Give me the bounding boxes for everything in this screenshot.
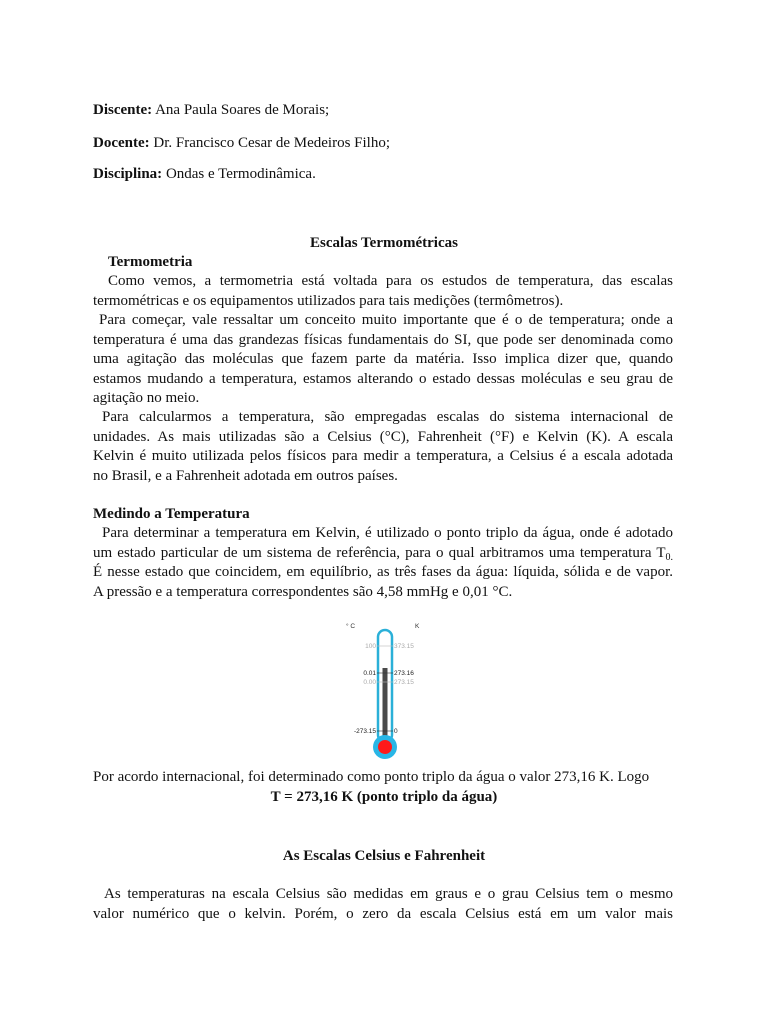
paragraph-line: As temperaturas na escala Celsius são medidas em graus e o grau Celsius tem o mesmo [104, 886, 673, 902]
paragraph-line: no Brasil, e a Fahrenheit adotada em outros países. [93, 467, 398, 484]
paragraph-line: estamos mudando a temperatura, estamos alterando o estado dessas moléculas e seu grau de [93, 370, 673, 387]
paragraph-line: A pressão e a temperatura correspondentes são 4,58 mmHg e 0,01 °C. [93, 583, 513, 600]
discente-line [93, 101, 329, 120]
kelvin-tick-label: 373.15 [394, 643, 414, 650]
disciplina-line [93, 165, 316, 184]
section-medindo-heading: Medindo a Temperatura [93, 506, 250, 522]
paragraph-line: Kelvin é muito utilizada pelos físicos para medir a temperatura, a Celsius é a escala adotada [93, 448, 673, 464]
triple-point-formula: T = 273,16 K (ponto triplo da água) [270, 789, 498, 805]
paragraph-line: termométricas e os equipamentos utilizados para tais medições (termômetros). [93, 292, 564, 309]
paragraph-line: agitação no meio. [93, 390, 200, 406]
celsius-label: ° C [346, 623, 356, 630]
document-title: Escalas Termométricas [310, 235, 458, 251]
paragraph-line: Para calcularmos a temperatura, são empregadas escalas do sistema internacional de [102, 409, 673, 425]
t0-text: um estado particular de um sistema de referência, para o qual arbitramos uma temperatura T [93, 544, 666, 561]
triple-point-sentence: Por acordo internacional, foi determinado como ponto triplo da água o valor 273,16 K. Logo [93, 769, 650, 785]
kelvin-tick-label: 0 [394, 728, 398, 735]
paragraph-line: É nesse estado que coincidem, em equilíbrio, as três fases da água: líquida, sólida e de vapor. [93, 564, 673, 580]
kelvin-tick-label: 273.16 [394, 670, 414, 677]
paragraph-line: Para determinar a temperatura em Kelvin, é utilizado o ponto triplo da água, onde é adotado [102, 525, 673, 541]
docente-line [93, 134, 390, 153]
paragraph-line: Como vemos, a termometria está voltada para os estudos de temperatura, das escalas [108, 273, 673, 289]
celsius-tick-label: 100 [365, 643, 376, 650]
discente-value: Ana Paula Soares de Morais; [155, 102, 330, 118]
kelvin-tick-label: 273.15 [394, 679, 414, 686]
t0-subscript: 0. [665, 551, 673, 563]
discente-label: Discente: [93, 102, 153, 118]
paragraph-line: uma agitação das moléculas que fazem parte da matéria. Isso implica dizer que, quando [93, 351, 673, 367]
celsius-tick-label: 0.00 [363, 679, 376, 686]
docente-value: Dr. Francisco Cesar de Medeiros Filho; [153, 135, 391, 151]
celsius-tick-label: 0.01 [363, 670, 376, 677]
paragraph-line: valor numérico que o kelvin. Porém, o zero da escala Celsius está em um valor mais [93, 905, 673, 922]
paragraph-line: unidades. As mais utilizadas são a Celsius (°C), Fahrenheit (°F) e Kelvin (K). A escala [93, 428, 673, 445]
section-celsius-fahrenheit-heading: As Escalas Celsius e Fahrenheit [282, 848, 486, 864]
paragraph-line: Para começar, vale ressaltar um conceito muito importante que é o de temperatura; onde a [99, 312, 673, 328]
mercury-bulb [378, 740, 392, 754]
docente-label: Docente: [93, 135, 150, 151]
paragraph-line: temperatura é uma das grandezas físicas fundamentais do SI, que pode ser denominada como [93, 331, 673, 348]
celsius-tick-label: -273.15 [353, 728, 376, 735]
disciplina-value: Ondas e Termodinâmica. [165, 166, 316, 182]
disciplina-label: Disciplina: [93, 166, 163, 182]
thermometer-figure [340, 618, 430, 760]
section-termometria-heading: Termometria [108, 254, 193, 270]
kelvin-label: K [415, 623, 420, 630]
